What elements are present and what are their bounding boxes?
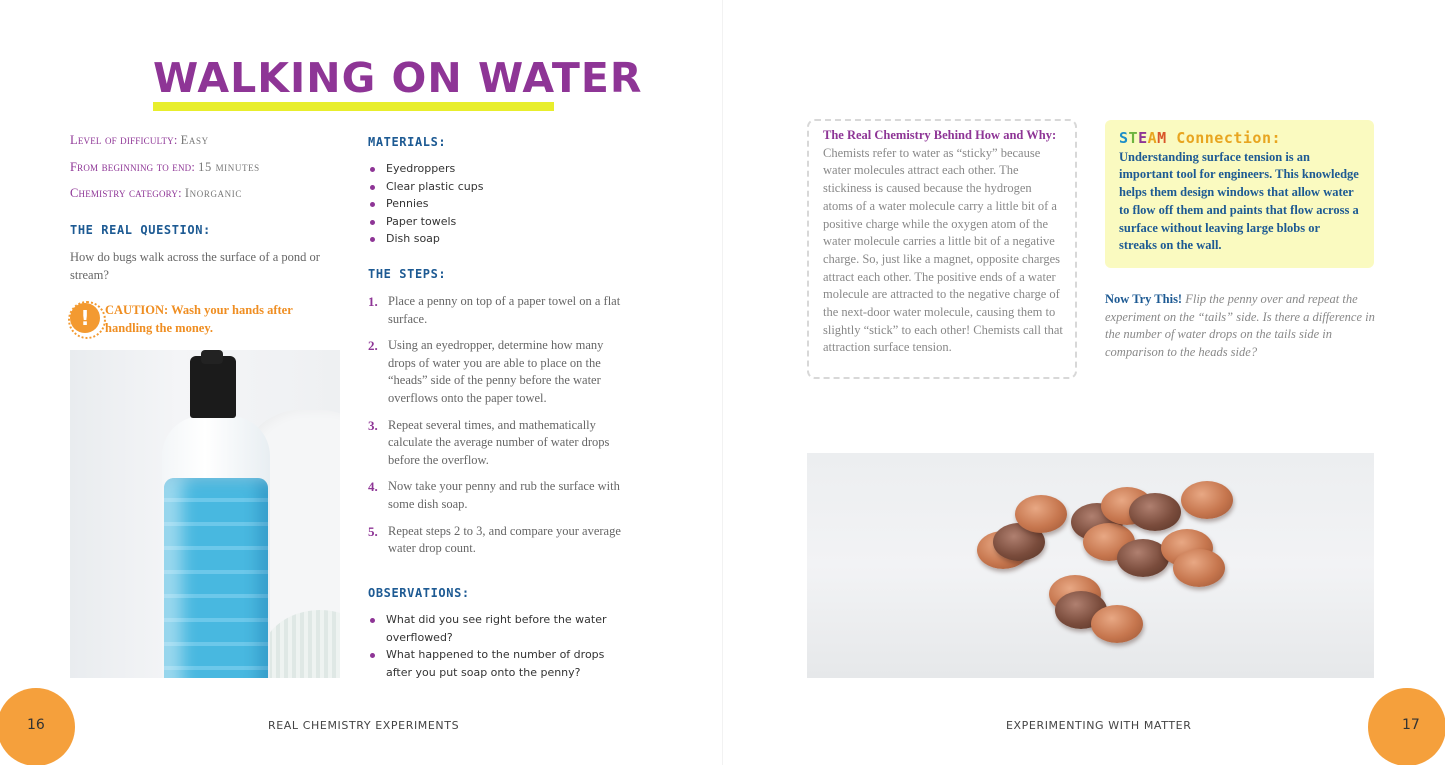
title-highlight [153, 102, 554, 111]
step-text: Now take your penny and rub the surface with some dish soap. [388, 479, 620, 511]
steam-letter-a: A [1147, 129, 1158, 147]
list-item: Pennies [368, 195, 618, 213]
meta-label: Chemistry category: [70, 186, 182, 200]
step-text: Repeat several times, and mathematically calculate the average number of water drops before the overflow. [388, 417, 610, 467]
steam-letter-e: E [1138, 129, 1148, 147]
step-item [368, 417, 630, 470]
chemistry-box-lead: The Real Chemistry Behind How and Why: [823, 128, 1057, 142]
list-item: Clear plastic cups [368, 178, 618, 196]
caution-icon: ! [70, 303, 100, 333]
list-item: Paper towels [368, 213, 618, 231]
step-text: Using an eyedropper, determine how many drops of water you are able to place on the “heads” side of the penny before the water overflows onto the paper towel. [388, 338, 604, 405]
meta-duration [70, 160, 260, 175]
try-this-lead: Now Try This! [1105, 292, 1183, 306]
observations-heading: OBSERVATIONS: [368, 586, 470, 600]
step-number: 2. [368, 338, 378, 354]
page-number-left: 16 [27, 717, 45, 733]
list-item: What happened to the number of drops after you put soap onto the penny? [368, 646, 630, 681]
meta-value: Easy [180, 133, 209, 147]
pennies-photo [807, 453, 1374, 678]
page-gutter [722, 0, 723, 765]
try-this-text: Flip the penny over and repeat the experiment on the “tails” side. Is there a difference in the number of water drops on the tails side in comparison to the heads side? [1105, 292, 1375, 360]
materials-list [368, 160, 618, 248]
running-title-left: REAL CHEMISTRY EXPERIMENTS [268, 719, 460, 732]
list-item: Eyedroppers [368, 160, 618, 178]
page-title: WALKING ON WATER [153, 54, 643, 102]
step-number: 5. [368, 523, 378, 539]
dish-soap-bottle-photo [70, 350, 340, 678]
steam-letter-s: S [1119, 129, 1129, 147]
real-question-heading: THE REAL QUESTION: [70, 223, 211, 237]
steam-letter-t: T [1128, 129, 1139, 147]
step-item [368, 293, 630, 328]
materials-heading: MATERIALS: [368, 135, 447, 149]
step-item [368, 523, 630, 558]
meta-difficulty [70, 133, 209, 148]
step-text: Place a penny on top of a paper towel on a flat surface. [388, 294, 621, 326]
running-title-right: EXPERIMENTING WITH MATTER [1006, 719, 1192, 732]
meta-category [70, 186, 242, 201]
caution-text: CAUTION: Wash your hands after handling the money. [105, 303, 293, 335]
step-item [368, 478, 630, 513]
chemistry-box-text: Chemists refer to water as “sticky” because water molecules attract each other. The stickiness is caused because the hydrogen atoms of a water molecule carry a little bit of a positive charge while the oxygen atom of the water molecule carries a little bit of a negative charge. So, just like a magnet, opposite charges attract each other. The positive ends of a water molecule are attracted to the negative charge of the next-door water molecule, causing them to slightly “stick” to each other! Chemists call that attraction surface tension. [823, 145, 1063, 355]
steam-title-rest: Connection: [1176, 129, 1282, 147]
steam-letter-m: M [1157, 129, 1167, 147]
steam-connection-box [1105, 120, 1374, 268]
observations-list [368, 611, 630, 681]
list-item: What did you see right before the water overflowed? [368, 611, 630, 646]
steam-text: Understanding surface tension is an important tool for engineers. This knowledge helps them design windows that allow water to flow off them and paints that flow across a surface without leaving large blobs or streaks on the wall. [1119, 149, 1359, 253]
meta-value: Inorganic [184, 186, 242, 200]
steps-list [368, 293, 630, 558]
step-item [368, 337, 630, 407]
step-number: 4. [368, 479, 378, 495]
list-item: Dish soap [368, 230, 618, 248]
step-number: 1. [368, 294, 378, 309]
step-number: 3. [368, 417, 378, 433]
steam-title [1119, 129, 1281, 147]
chemistry-explanation-box [807, 119, 1077, 379]
meta-value: 15 minutes [198, 160, 260, 174]
page-number-right: 17 [1402, 717, 1420, 733]
real-question-text: How do bugs walk across the surface of a pond or stream? [70, 250, 320, 282]
steps-heading: THE STEPS: [368, 267, 447, 281]
meta-label: From beginning to end: [70, 160, 196, 174]
step-text: Repeat steps 2 to 3, and compare your average water drop count. [388, 523, 621, 556]
try-this-note [1105, 291, 1377, 362]
meta-label: Level of difficulty: [70, 133, 178, 147]
